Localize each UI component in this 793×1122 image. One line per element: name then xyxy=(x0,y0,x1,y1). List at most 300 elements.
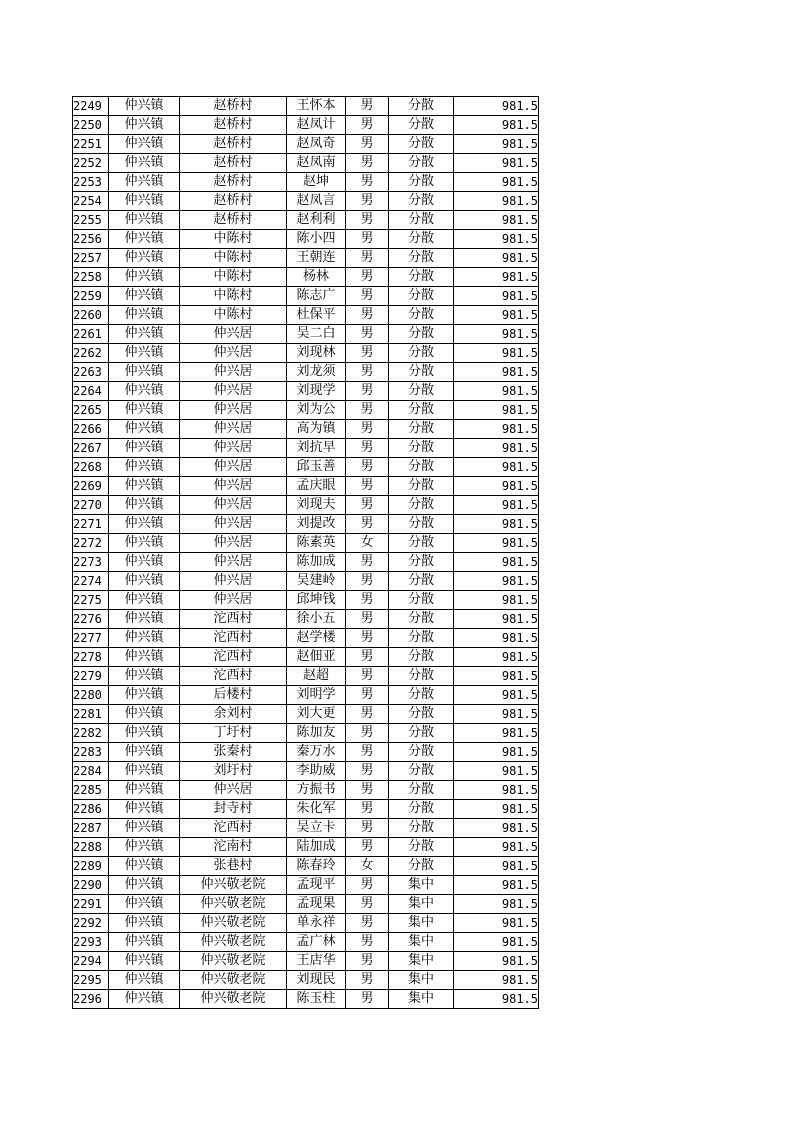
village-cell: 余刘村 xyxy=(180,705,287,724)
person-name-cell: 刘抗早 xyxy=(287,439,346,458)
gender-cell: 男 xyxy=(346,116,389,135)
person-name-cell: 赵凤计 xyxy=(287,116,346,135)
table-row xyxy=(73,306,539,325)
person-name-cell: 徐小五 xyxy=(287,610,346,629)
row-number-cell: 2263 xyxy=(73,363,109,382)
support-type-cell: 分散 xyxy=(389,458,454,477)
gender-cell: 男 xyxy=(346,306,389,325)
person-name-cell: 刘现林 xyxy=(287,344,346,363)
gender-cell: 男 xyxy=(346,192,389,211)
row-number-cell: 2288 xyxy=(73,838,109,857)
gender-cell: 男 xyxy=(346,895,389,914)
amount-cell: 981.5 xyxy=(454,306,539,325)
person-name-cell: 邱玉善 xyxy=(287,458,346,477)
support-type-cell: 分散 xyxy=(389,420,454,439)
town-cell: 仲兴镇 xyxy=(109,971,180,990)
gender-cell: 男 xyxy=(346,762,389,781)
town-cell: 仲兴镇 xyxy=(109,933,180,952)
amount-cell: 981.5 xyxy=(454,629,539,648)
town-cell: 仲兴镇 xyxy=(109,363,180,382)
person-name-cell: 刘龙须 xyxy=(287,363,346,382)
person-name-cell: 陈春玲 xyxy=(287,857,346,876)
support-type-cell: 分散 xyxy=(389,838,454,857)
town-cell: 仲兴镇 xyxy=(109,819,180,838)
person-name-cell: 赵凤奇 xyxy=(287,135,346,154)
gender-cell: 男 xyxy=(346,439,389,458)
table-row xyxy=(73,686,539,705)
town-cell: 仲兴镇 xyxy=(109,629,180,648)
support-type-cell: 分散 xyxy=(389,116,454,135)
support-type-cell: 分散 xyxy=(389,800,454,819)
town-cell: 仲兴镇 xyxy=(109,287,180,306)
town-cell: 仲兴镇 xyxy=(109,591,180,610)
village-cell: 仲兴敬老院 xyxy=(180,971,287,990)
support-type-cell: 分散 xyxy=(389,857,454,876)
support-type-cell: 分散 xyxy=(389,173,454,192)
gender-cell: 男 xyxy=(346,781,389,800)
gender-cell: 女 xyxy=(346,857,389,876)
gender-cell: 男 xyxy=(346,838,389,857)
person-name-cell: 杨林 xyxy=(287,268,346,287)
town-cell: 仲兴镇 xyxy=(109,572,180,591)
row-number-cell: 2276 xyxy=(73,610,109,629)
gender-cell: 男 xyxy=(346,325,389,344)
support-type-cell: 分散 xyxy=(389,268,454,287)
amount-cell: 981.5 xyxy=(454,952,539,971)
amount-cell: 981.5 xyxy=(454,990,539,1009)
village-cell: 仲兴居 xyxy=(180,477,287,496)
amount-cell: 981.5 xyxy=(454,572,539,591)
village-cell: 仲兴居 xyxy=(180,344,287,363)
support-type-cell: 分散 xyxy=(389,819,454,838)
village-cell: 赵桥村 xyxy=(180,97,287,116)
town-cell: 仲兴镇 xyxy=(109,306,180,325)
village-cell: 仲兴居 xyxy=(180,363,287,382)
table-row xyxy=(73,914,539,933)
person-name-cell: 刘大更 xyxy=(287,705,346,724)
person-name-cell: 孟现果 xyxy=(287,895,346,914)
amount-cell: 981.5 xyxy=(454,477,539,496)
town-cell: 仲兴镇 xyxy=(109,211,180,230)
table-row xyxy=(73,838,539,857)
amount-cell: 981.5 xyxy=(454,382,539,401)
amount-cell: 981.5 xyxy=(454,458,539,477)
amount-cell: 981.5 xyxy=(454,648,539,667)
table-row xyxy=(73,344,539,363)
village-cell: 仲兴敬老院 xyxy=(180,895,287,914)
row-number-cell: 2261 xyxy=(73,325,109,344)
person-name-cell: 王怀本 xyxy=(287,97,346,116)
town-cell: 仲兴镇 xyxy=(109,686,180,705)
village-cell: 赵桥村 xyxy=(180,192,287,211)
village-cell: 仲兴敬老院 xyxy=(180,933,287,952)
town-cell: 仲兴镇 xyxy=(109,135,180,154)
gender-cell: 男 xyxy=(346,876,389,895)
village-cell: 仲兴居 xyxy=(180,781,287,800)
gender-cell: 男 xyxy=(346,382,389,401)
table-row xyxy=(73,857,539,876)
town-cell: 仲兴镇 xyxy=(109,154,180,173)
town-cell: 仲兴镇 xyxy=(109,458,180,477)
table-row xyxy=(73,515,539,534)
village-cell: 沱西村 xyxy=(180,819,287,838)
gender-cell: 男 xyxy=(346,724,389,743)
person-name-cell: 单永祥 xyxy=(287,914,346,933)
row-number-cell: 2249 xyxy=(73,97,109,116)
support-type-cell: 分散 xyxy=(389,439,454,458)
town-cell: 仲兴镇 xyxy=(109,838,180,857)
support-type-cell: 分散 xyxy=(389,249,454,268)
gender-cell: 男 xyxy=(346,477,389,496)
table-row xyxy=(73,705,539,724)
gender-cell: 男 xyxy=(346,344,389,363)
row-number-cell: 2279 xyxy=(73,667,109,686)
gender-cell: 男 xyxy=(346,648,389,667)
support-type-cell: 分散 xyxy=(389,648,454,667)
town-cell: 仲兴镇 xyxy=(109,857,180,876)
table-row xyxy=(73,743,539,762)
row-number-cell: 2286 xyxy=(73,800,109,819)
village-cell: 赵桥村 xyxy=(180,211,287,230)
amount-cell: 981.5 xyxy=(454,173,539,192)
gender-cell: 男 xyxy=(346,268,389,287)
gender-cell: 男 xyxy=(346,553,389,572)
table-row xyxy=(73,800,539,819)
person-name-cell: 吴二白 xyxy=(287,325,346,344)
amount-cell: 981.5 xyxy=(454,705,539,724)
gender-cell: 男 xyxy=(346,496,389,515)
amount-cell: 981.5 xyxy=(454,895,539,914)
town-cell: 仲兴镇 xyxy=(109,800,180,819)
table-row xyxy=(73,933,539,952)
amount-cell: 981.5 xyxy=(454,686,539,705)
person-name-cell: 李助威 xyxy=(287,762,346,781)
village-cell: 仲兴居 xyxy=(180,496,287,515)
gender-cell: 男 xyxy=(346,401,389,420)
table-row xyxy=(73,990,539,1009)
village-cell: 沱西村 xyxy=(180,667,287,686)
gender-cell: 男 xyxy=(346,515,389,534)
row-number-cell: 2271 xyxy=(73,515,109,534)
gender-cell: 男 xyxy=(346,990,389,1009)
amount-cell: 981.5 xyxy=(454,724,539,743)
gender-cell: 男 xyxy=(346,952,389,971)
row-number-cell: 2277 xyxy=(73,629,109,648)
table-row xyxy=(73,553,539,572)
support-type-cell: 分散 xyxy=(389,401,454,420)
village-cell: 仲兴居 xyxy=(180,572,287,591)
row-number-cell: 2258 xyxy=(73,268,109,287)
support-type-cell: 分散 xyxy=(389,534,454,553)
town-cell: 仲兴镇 xyxy=(109,952,180,971)
row-number-cell: 2296 xyxy=(73,990,109,1009)
person-name-cell: 孟广林 xyxy=(287,933,346,952)
town-cell: 仲兴镇 xyxy=(109,477,180,496)
village-cell: 仲兴居 xyxy=(180,515,287,534)
row-number-cell: 2265 xyxy=(73,401,109,420)
amount-cell: 981.5 xyxy=(454,116,539,135)
village-cell: 赵桥村 xyxy=(180,116,287,135)
town-cell: 仲兴镇 xyxy=(109,743,180,762)
person-name-cell: 吴建岭 xyxy=(287,572,346,591)
village-cell: 仲兴居 xyxy=(180,553,287,572)
row-number-cell: 2266 xyxy=(73,420,109,439)
amount-cell: 981.5 xyxy=(454,819,539,838)
town-cell: 仲兴镇 xyxy=(109,382,180,401)
amount-cell: 981.5 xyxy=(454,610,539,629)
support-type-cell: 分散 xyxy=(389,382,454,401)
table-row xyxy=(73,610,539,629)
row-number-cell: 2274 xyxy=(73,572,109,591)
table-row xyxy=(73,382,539,401)
person-name-cell: 陈素英 xyxy=(287,534,346,553)
amount-cell: 981.5 xyxy=(454,268,539,287)
gender-cell: 男 xyxy=(346,819,389,838)
town-cell: 仲兴镇 xyxy=(109,990,180,1009)
table-row xyxy=(73,173,539,192)
village-cell: 仲兴居 xyxy=(180,401,287,420)
row-number-cell: 2289 xyxy=(73,857,109,876)
row-number-cell: 2287 xyxy=(73,819,109,838)
row-number-cell: 2257 xyxy=(73,249,109,268)
row-number-cell: 2290 xyxy=(73,876,109,895)
town-cell: 仲兴镇 xyxy=(109,192,180,211)
gender-cell: 男 xyxy=(346,135,389,154)
support-type-cell: 分散 xyxy=(389,363,454,382)
table-row xyxy=(73,268,539,287)
table-row xyxy=(73,724,539,743)
table-row xyxy=(73,192,539,211)
support-type-cell: 分散 xyxy=(389,306,454,325)
support-type-cell: 集中 xyxy=(389,914,454,933)
gender-cell: 男 xyxy=(346,933,389,952)
row-number-cell: 2252 xyxy=(73,154,109,173)
amount-cell: 981.5 xyxy=(454,325,539,344)
row-number-cell: 2254 xyxy=(73,192,109,211)
person-name-cell: 赵坤 xyxy=(287,173,346,192)
table-row xyxy=(73,477,539,496)
row-number-cell: 2251 xyxy=(73,135,109,154)
support-type-cell: 分散 xyxy=(389,705,454,724)
row-number-cell: 2278 xyxy=(73,648,109,667)
town-cell: 仲兴镇 xyxy=(109,97,180,116)
support-type-cell: 分散 xyxy=(389,287,454,306)
person-name-cell: 陈加成 xyxy=(287,553,346,572)
support-type-cell: 分散 xyxy=(389,686,454,705)
person-name-cell: 赵佃亚 xyxy=(287,648,346,667)
support-type-cell: 分散 xyxy=(389,154,454,173)
gender-cell: 男 xyxy=(346,154,389,173)
gender-cell: 男 xyxy=(346,173,389,192)
town-cell: 仲兴镇 xyxy=(109,705,180,724)
person-name-cell: 孟庆眼 xyxy=(287,477,346,496)
table-row xyxy=(73,971,539,990)
row-number-cell: 2293 xyxy=(73,933,109,952)
amount-cell: 981.5 xyxy=(454,933,539,952)
amount-cell: 981.5 xyxy=(454,838,539,857)
person-name-cell: 刘明学 xyxy=(287,686,346,705)
table-row xyxy=(73,230,539,249)
amount-cell: 981.5 xyxy=(454,211,539,230)
village-cell: 沱西村 xyxy=(180,610,287,629)
amount-cell: 981.5 xyxy=(454,496,539,515)
roster-table xyxy=(72,96,539,1009)
amount-cell: 981.5 xyxy=(454,553,539,572)
village-cell: 沱西村 xyxy=(180,629,287,648)
table-row xyxy=(73,952,539,971)
village-cell: 赵桥村 xyxy=(180,154,287,173)
row-number-cell: 2292 xyxy=(73,914,109,933)
village-cell: 仲兴敬老院 xyxy=(180,914,287,933)
amount-cell: 981.5 xyxy=(454,154,539,173)
table-row xyxy=(73,591,539,610)
town-cell: 仲兴镇 xyxy=(109,724,180,743)
gender-cell: 男 xyxy=(346,914,389,933)
table-row xyxy=(73,572,539,591)
gender-cell: 男 xyxy=(346,686,389,705)
amount-cell: 981.5 xyxy=(454,857,539,876)
village-cell: 仲兴居 xyxy=(180,382,287,401)
table-row xyxy=(73,97,539,116)
support-type-cell: 分散 xyxy=(389,724,454,743)
amount-cell: 981.5 xyxy=(454,287,539,306)
gender-cell: 男 xyxy=(346,572,389,591)
row-number-cell: 2250 xyxy=(73,116,109,135)
gender-cell: 男 xyxy=(346,230,389,249)
town-cell: 仲兴镇 xyxy=(109,914,180,933)
town-cell: 仲兴镇 xyxy=(109,648,180,667)
row-number-cell: 2283 xyxy=(73,743,109,762)
support-type-cell: 分散 xyxy=(389,230,454,249)
town-cell: 仲兴镇 xyxy=(109,515,180,534)
person-name-cell: 吴立卡 xyxy=(287,819,346,838)
village-cell: 仲兴居 xyxy=(180,534,287,553)
support-type-cell: 分散 xyxy=(389,515,454,534)
town-cell: 仲兴镇 xyxy=(109,249,180,268)
person-name-cell: 赵凤言 xyxy=(287,192,346,211)
row-number-cell: 2282 xyxy=(73,724,109,743)
village-cell: 仲兴敬老院 xyxy=(180,876,287,895)
support-type-cell: 分散 xyxy=(389,572,454,591)
amount-cell: 981.5 xyxy=(454,97,539,116)
village-cell: 仲兴居 xyxy=(180,458,287,477)
gender-cell: 女 xyxy=(346,534,389,553)
town-cell: 仲兴镇 xyxy=(109,534,180,553)
town-cell: 仲兴镇 xyxy=(109,781,180,800)
support-type-cell: 分散 xyxy=(389,192,454,211)
town-cell: 仲兴镇 xyxy=(109,610,180,629)
town-cell: 仲兴镇 xyxy=(109,667,180,686)
support-type-cell: 集中 xyxy=(389,952,454,971)
row-number-cell: 2272 xyxy=(73,534,109,553)
row-number-cell: 2255 xyxy=(73,211,109,230)
person-name-cell: 陈小四 xyxy=(287,230,346,249)
table-row xyxy=(73,363,539,382)
gender-cell: 男 xyxy=(346,629,389,648)
town-cell: 仲兴镇 xyxy=(109,230,180,249)
amount-cell: 981.5 xyxy=(454,762,539,781)
table-row xyxy=(73,135,539,154)
village-cell: 中陈村 xyxy=(180,287,287,306)
gender-cell: 男 xyxy=(346,705,389,724)
support-type-cell: 集中 xyxy=(389,895,454,914)
amount-cell: 981.5 xyxy=(454,363,539,382)
support-type-cell: 分散 xyxy=(389,667,454,686)
village-cell: 张秦村 xyxy=(180,743,287,762)
table-row xyxy=(73,249,539,268)
amount-cell: 981.5 xyxy=(454,667,539,686)
row-number-cell: 2264 xyxy=(73,382,109,401)
table-row xyxy=(73,211,539,230)
village-cell: 赵桥村 xyxy=(180,135,287,154)
support-type-cell: 集中 xyxy=(389,971,454,990)
town-cell: 仲兴镇 xyxy=(109,344,180,363)
village-cell: 仲兴居 xyxy=(180,591,287,610)
village-cell: 沱西村 xyxy=(180,648,287,667)
village-cell: 仲兴敬老院 xyxy=(180,952,287,971)
town-cell: 仲兴镇 xyxy=(109,876,180,895)
person-name-cell: 陈加友 xyxy=(287,724,346,743)
amount-cell: 981.5 xyxy=(454,971,539,990)
table-row xyxy=(73,325,539,344)
amount-cell: 981.5 xyxy=(454,230,539,249)
village-cell: 仲兴居 xyxy=(180,439,287,458)
gender-cell: 男 xyxy=(346,458,389,477)
row-number-cell: 2268 xyxy=(73,458,109,477)
person-name-cell: 陈志广 xyxy=(287,287,346,306)
town-cell: 仲兴镇 xyxy=(109,325,180,344)
person-name-cell: 赵学楼 xyxy=(287,629,346,648)
town-cell: 仲兴镇 xyxy=(109,420,180,439)
town-cell: 仲兴镇 xyxy=(109,439,180,458)
person-name-cell: 方振书 xyxy=(287,781,346,800)
row-number-cell: 2275 xyxy=(73,591,109,610)
amount-cell: 981.5 xyxy=(454,743,539,762)
person-name-cell: 王店华 xyxy=(287,952,346,971)
amount-cell: 981.5 xyxy=(454,800,539,819)
person-name-cell: 王朝连 xyxy=(287,249,346,268)
table-row xyxy=(73,629,539,648)
person-name-cell: 高为镇 xyxy=(287,420,346,439)
row-number-cell: 2267 xyxy=(73,439,109,458)
amount-cell: 981.5 xyxy=(454,914,539,933)
gender-cell: 男 xyxy=(346,667,389,686)
table-row xyxy=(73,648,539,667)
amount-cell: 981.5 xyxy=(454,401,539,420)
town-cell: 仲兴镇 xyxy=(109,895,180,914)
table-row xyxy=(73,496,539,515)
village-cell: 仲兴居 xyxy=(180,325,287,344)
village-cell: 刘圩村 xyxy=(180,762,287,781)
person-name-cell: 陈玉柱 xyxy=(287,990,346,1009)
table-row xyxy=(73,401,539,420)
support-type-cell: 集中 xyxy=(389,990,454,1009)
table-row xyxy=(73,876,539,895)
table-row xyxy=(73,762,539,781)
table-row xyxy=(73,439,539,458)
town-cell: 仲兴镇 xyxy=(109,496,180,515)
gender-cell: 男 xyxy=(346,610,389,629)
gender-cell: 男 xyxy=(346,97,389,116)
row-number-cell: 2284 xyxy=(73,762,109,781)
support-type-cell: 集中 xyxy=(389,933,454,952)
row-number-cell: 2259 xyxy=(73,287,109,306)
table-row xyxy=(73,781,539,800)
person-name-cell: 杜保平 xyxy=(287,306,346,325)
row-number-cell: 2256 xyxy=(73,230,109,249)
amount-cell: 981.5 xyxy=(454,515,539,534)
village-cell: 仲兴敬老院 xyxy=(180,990,287,1009)
